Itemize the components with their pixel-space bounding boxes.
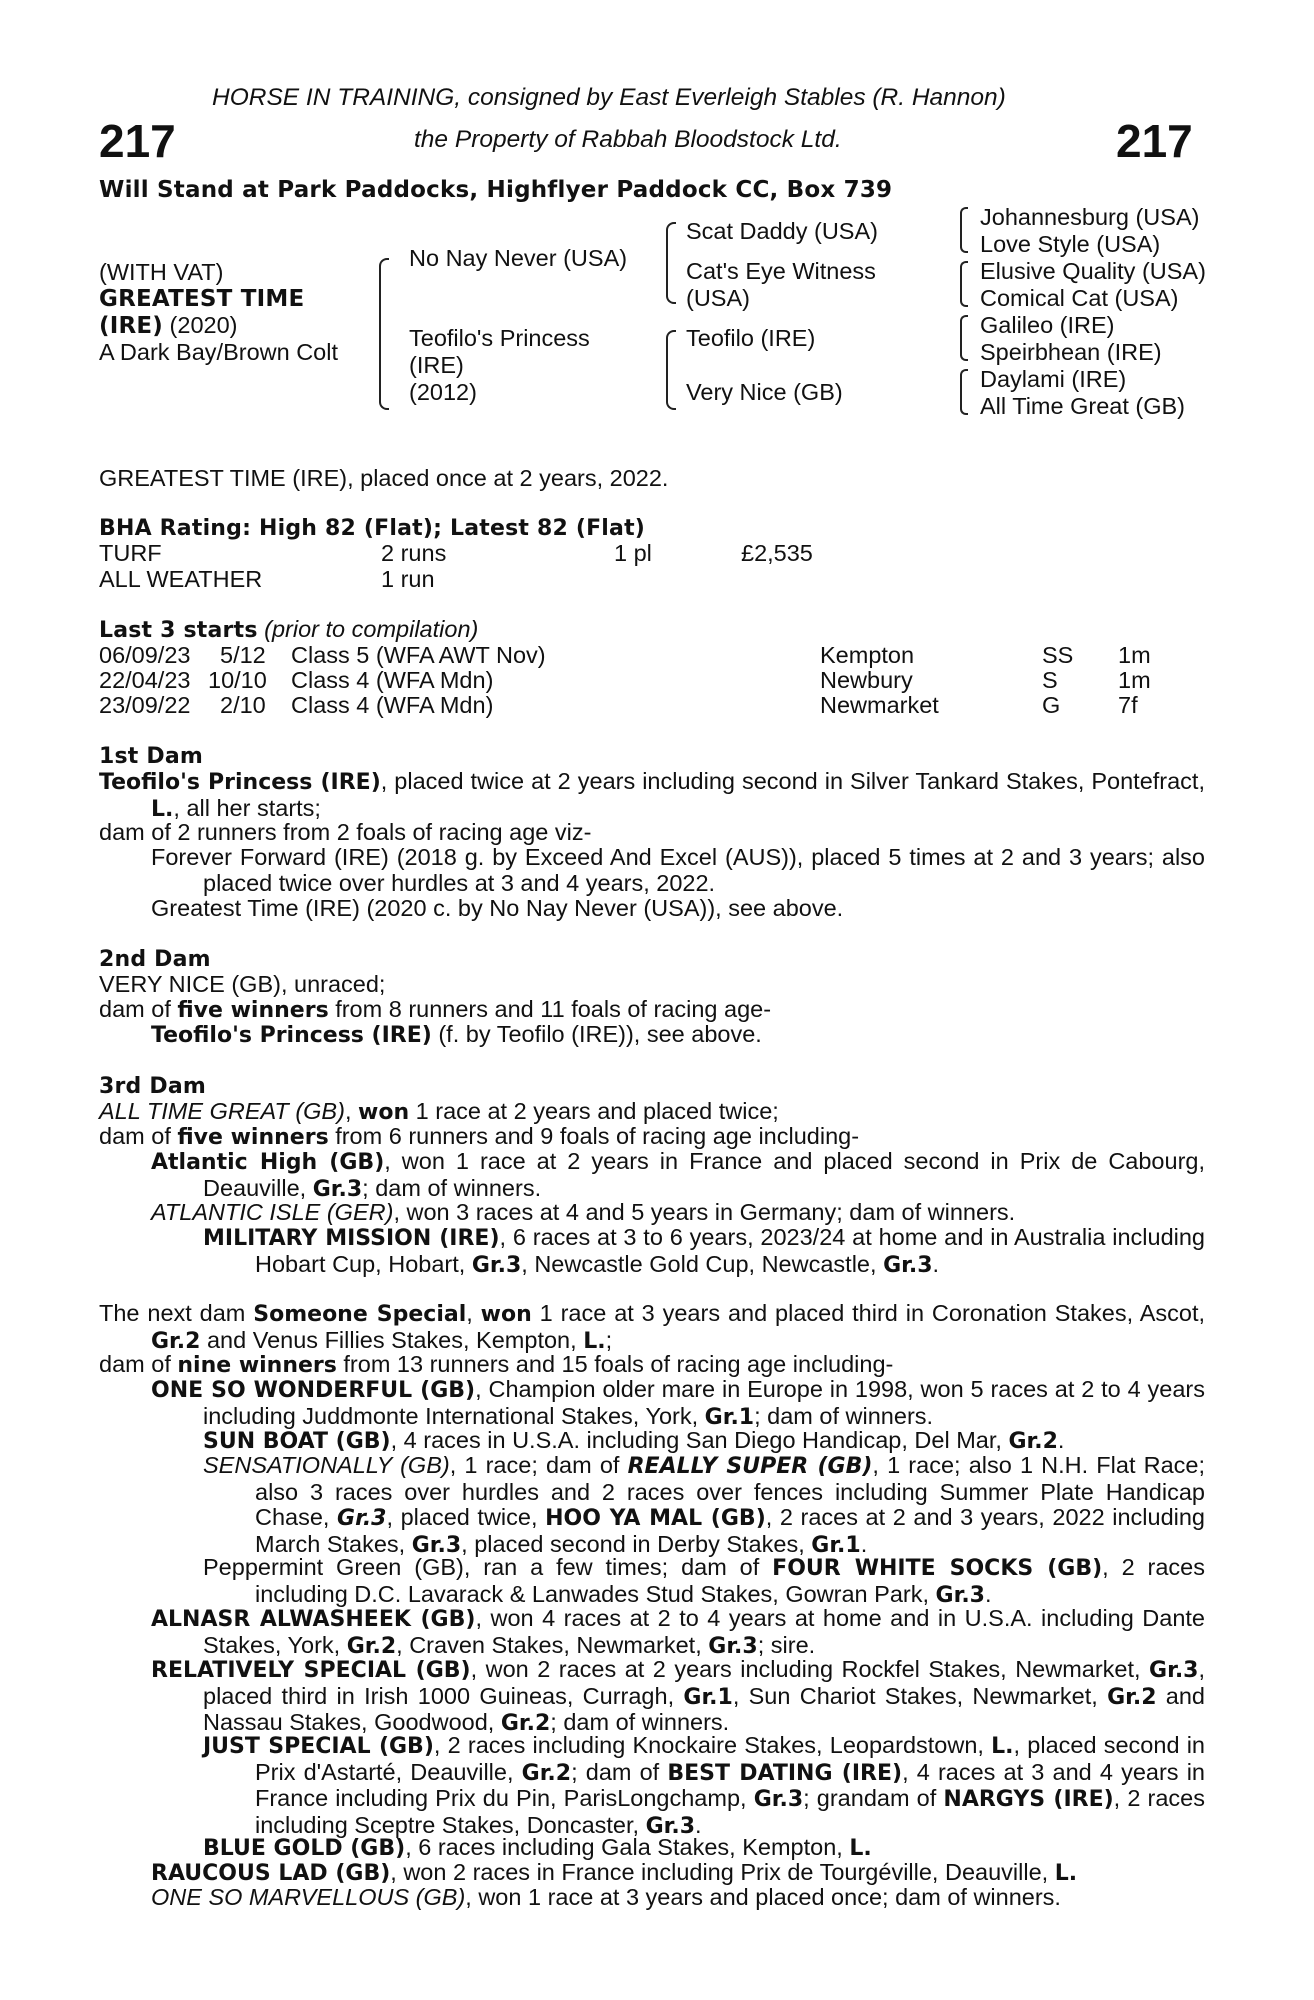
- winners-count: five winners: [177, 998, 329, 1023]
- lot-number-right: 217: [1116, 115, 1193, 167]
- starts-title: Last 3 starts: [99, 618, 258, 643]
- group-marker: Gr.3: [753, 1787, 804, 1812]
- progeny-text: , 2 races including Knockaire Stakes, Leopardstown,: [433, 1732, 992, 1758]
- dam-dam: Very Nice (GB): [686, 379, 843, 405]
- won-marker: won: [480, 1302, 532, 1327]
- dam-line2: (IRE): [409, 352, 464, 378]
- group-marker: Gr.2: [1107, 1684, 1157, 1710]
- winners-count: nine winners: [177, 1353, 337, 1378]
- listed-marker: L.: [849, 1836, 872, 1861]
- horse-description: A Dark Bay/Brown Colt: [99, 339, 339, 365]
- nextdam-progeny-2: [151, 1606, 1205, 1659]
- progeny-text: , Newcastle Gold Cup, Newcastle,: [521, 1250, 884, 1277]
- horse-name-line2: [99, 313, 237, 340]
- rating-runs: 2 runs: [381, 540, 447, 566]
- dam3-produce: [99, 1124, 1205, 1151]
- progeny-name: ONE SO MARVELLOUS (GB): [151, 1884, 466, 1910]
- progeny-text: , 6 races including Gala Stakes, Kempton,: [405, 1834, 850, 1860]
- nextdam-grandprogeny-2: [203, 1453, 1205, 1558]
- dam1-progeny-1: Forever Forward (IRE) (2018 g. by Exceed And Excel (AUS)), placed 5 times at 2 and 3 years; also placed twice over hurdles at 3 and 4 years, 2022.: [151, 844, 1205, 896]
- progeny-text: , 1 race; also 1 N.H. Flat Race; also 3 races over hurdles and 2 races over fences including Summer Plate Handicap Chase,: [255, 1452, 1205, 1530]
- progeny-text: ; dam of winners.: [550, 1709, 730, 1735]
- grandparent-5: Galileo (IRE): [980, 312, 1115, 338]
- horse-year: (2020): [163, 312, 238, 338]
- nextdam-text: The next dam: [99, 1300, 254, 1326]
- stand-line: Will Stand at Park Paddocks, Highflyer Paddock CC, Box 739: [99, 177, 893, 203]
- rating-prize: £2,535: [741, 540, 813, 566]
- group-marker: Gr.1: [704, 1404, 755, 1430]
- progeny-name: ONE SO WONDERFUL (GB): [151, 1378, 476, 1403]
- progeny-text: , 6 races at 3 to 6 years, 2023/24 at home and in Australia including Hobart Cup, Hobart,: [255, 1224, 1206, 1277]
- group-marker: Gr.3: [645, 1813, 696, 1839]
- nextdam-grandprogeny-3: [203, 1555, 1205, 1608]
- start-going: G: [1042, 692, 1061, 718]
- group-marker: Gr.2: [151, 1328, 201, 1354]
- progeny-name: ATLANTIC ISLE (GER): [151, 1199, 394, 1225]
- listed-marker: L.: [991, 1734, 1014, 1759]
- group-marker: Gr.2: [500, 1711, 551, 1736]
- start-going: S: [1042, 667, 1058, 693]
- progeny-name: Atlantic High (GB): [151, 1150, 385, 1175]
- progeny-name: REALLY SUPER (GB): [627, 1454, 873, 1479]
- progeny-text: .: [695, 1811, 702, 1838]
- listed-marker: L.: [151, 796, 174, 822]
- nextdam-produce: [99, 1352, 1205, 1379]
- group-marker: Gr.3: [411, 1532, 462, 1558]
- sire-dam-line1: Cat's Eye Witness: [686, 258, 876, 284]
- start-position: 2/10: [220, 692, 266, 718]
- group-marker: Gr.3: [708, 1633, 758, 1659]
- group-marker: Gr.3: [312, 1176, 363, 1202]
- start-course: Newbury: [820, 667, 913, 693]
- start-position: 5/12: [220, 642, 266, 668]
- brace-gp1: [960, 207, 968, 253]
- dam2-progeny-1: [151, 1022, 1205, 1049]
- dam3-progeny-1: [151, 1149, 1205, 1202]
- progeny-name: ALNASR ALWASHEEK (GB): [151, 1607, 476, 1632]
- dam1-name: Teofilo's Princess (IRE): [99, 770, 381, 795]
- dam1-text: , all her starts;: [173, 794, 321, 821]
- group-marker: Gr.3: [1149, 1658, 1199, 1683]
- progeny-text: , Champion older mare in Europe in 1998, won 5 races at 2 to 4 years including Juddmonte International Stakes, York,: [203, 1376, 1205, 1429]
- dam2-text: from 8 runners and 11 foals of racing age-: [328, 996, 772, 1022]
- nextdam-grandprogeny-1: [203, 1428, 1205, 1455]
- progeny-text: , won 1 race at 3 years and placed once; dam of winners.: [465, 1884, 1061, 1910]
- progeny-text: ; dam of winners.: [362, 1174, 542, 1201]
- progeny-text: , placed second in Prix d'Astarté, Deauville,: [255, 1732, 1206, 1785]
- progeny-name: SUN BOAT (GB): [203, 1429, 391, 1454]
- dam3-text: ,: [344, 1098, 358, 1124]
- brace-dam-parents: [666, 330, 676, 410]
- start-course: Kempton: [820, 642, 915, 668]
- nextdam-text: from 13 runners and 15 foals of racing age including-: [336, 1351, 894, 1377]
- winners-count: five winners: [177, 1125, 329, 1150]
- nextdam-name: Someone Special: [253, 1302, 467, 1327]
- progeny-name: BEST DATING (IRE): [667, 1760, 903, 1786]
- nextdam-record: [99, 1301, 1205, 1354]
- start-going: SS: [1042, 642, 1074, 668]
- group-marker: Gr.3: [471, 1252, 522, 1278]
- progeny-name: SENSATIONALLY (GB): [203, 1452, 450, 1478]
- progeny-text: .: [984, 1580, 992, 1607]
- rating-surface: ALL WEATHER: [99, 566, 263, 592]
- grandparent-2: Love Style (USA): [980, 231, 1161, 257]
- progeny-text: , 4 races at 3 and 4 years in France including Prix du Pin, ParisLongchamp,: [255, 1758, 1205, 1811]
- progeny-text: , 2 races including D.C. Lavarack & Lanwades Stud Stakes, Gowran Park,: [255, 1554, 1206, 1607]
- progeny-text: ; dam of: [571, 1758, 668, 1785]
- race-summary: GREATEST TIME (IRE), placed once at 2 years, 2022.: [99, 465, 669, 491]
- nextdam-grandprogeny-5: [203, 1835, 1205, 1862]
- start-race: Class 5 (WFA AWT Nov): [291, 642, 546, 668]
- dam2-produce: [99, 997, 1205, 1024]
- sire: No Nay Never (USA): [409, 245, 628, 271]
- nextdam-progeny-1: [151, 1377, 1205, 1430]
- listed-marker: L.: [1054, 1861, 1078, 1886]
- progeny-text: , 2 races including Sceptre Stakes, Doncaster,: [255, 1785, 1206, 1838]
- rating-runs: 1 run: [381, 566, 435, 592]
- dam-line3: (2012): [409, 379, 477, 405]
- progeny-text: Peppermint Green (GB), ran a few times; dam of: [203, 1554, 773, 1580]
- progeny-text: ; grandam of: [803, 1785, 944, 1811]
- brace-parents: [379, 258, 389, 410]
- group-marker: Gr.1: [811, 1532, 861, 1558]
- horse-country: (IRE): [99, 313, 164, 339]
- nextdam-grandprogeny-4: [203, 1733, 1205, 1839]
- progeny-name: JUST SPECIAL (GB): [203, 1734, 434, 1759]
- grandparent-3: Elusive Quality (USA): [980, 258, 1206, 284]
- vat-label: (WITH VAT): [99, 259, 224, 285]
- lot-number-left: 217: [99, 115, 176, 167]
- progeny-text: , Sun Chariot Stakes, Newmarket,: [732, 1682, 1108, 1709]
- group-marker: Gr.3: [337, 1506, 387, 1531]
- group-marker: Gr.2: [346, 1633, 397, 1659]
- group-marker: Gr.2: [1008, 1429, 1058, 1454]
- consignor-line: HORSE IN TRAINING, consigned by East Everleigh Stables (R. Hannon): [212, 84, 1006, 111]
- progeny-text: , 4 races in U.S.A. including San Diego Handicap, Del Mar,: [390, 1427, 1009, 1453]
- progeny-text: .: [860, 1530, 868, 1557]
- rating-surface: TURF: [99, 540, 162, 566]
- progeny-name: FOUR WHITE SOCKS (GB): [772, 1556, 1103, 1581]
- start-course: Newmarket: [820, 692, 939, 718]
- dam-line1: Teofilo's Princess: [409, 325, 590, 351]
- progeny-name: HOO YA MAL (GB): [545, 1506, 766, 1531]
- start-distance: 7f: [1118, 692, 1138, 718]
- progeny-text: , placed twice,: [386, 1504, 546, 1530]
- progeny-text: , won 3 races at 4 and 5 years in Germany; dam of winners.: [393, 1199, 1016, 1225]
- start-position: 10/10: [208, 667, 267, 693]
- progeny-text: .: [932, 1250, 940, 1277]
- progeny-name: Teofilo's Princess (IRE): [151, 1023, 432, 1048]
- sire-sire: Scat Daddy (USA): [686, 218, 878, 244]
- brace-gp2: [960, 261, 968, 307]
- dam1-record: [99, 769, 1205, 822]
- brace-gp4: [960, 369, 968, 415]
- progeny-text: ; dam of winners.: [754, 1402, 934, 1429]
- group-marker: Gr.1: [683, 1684, 733, 1710]
- rating-title: BHA Rating: High 82 (Flat); Latest 82 (Flat): [99, 516, 646, 541]
- progeny-name: MILITARY MISSION (IRE): [203, 1226, 500, 1251]
- progeny-text: , placed third in Irish 1000 Guineas, Curragh,: [203, 1656, 1206, 1709]
- dam3-grandprogeny-1: [203, 1225, 1205, 1278]
- progeny-name: RELATIVELY SPECIAL (GB): [151, 1658, 471, 1683]
- progeny-name: NARGYS (IRE): [943, 1787, 1114, 1812]
- nextdam-progeny-4: [151, 1860, 1205, 1887]
- dam3-name: ALL TIME GREAT (GB): [99, 1098, 345, 1124]
- grandparent-8: All Time Great (GB): [980, 393, 1186, 419]
- horse-name: GREATEST TIME: [99, 286, 305, 312]
- progeny-text: (f. by Teofilo (IRE)), see above.: [431, 1021, 762, 1047]
- dam3-progeny-2: [151, 1200, 1205, 1226]
- grandparent-7: Daylami (IRE): [980, 366, 1127, 392]
- start-date: 06/09/23: [99, 642, 191, 668]
- progeny-text: , placed second in Derby Stakes,: [461, 1530, 812, 1557]
- starts-note: (prior to compilation): [257, 616, 479, 642]
- listed-marker: L.: [583, 1328, 606, 1354]
- start-date: 23/09/22: [99, 692, 191, 718]
- progeny-text: , won 1 race at 2 years in France and placed second in Prix de Cabourg, Deauville,: [203, 1148, 1206, 1201]
- group-marker: Gr.3: [935, 1582, 985, 1608]
- sire-dam-line2: (USA): [686, 285, 750, 311]
- dam1-text: , placed twice at 2 years including second in Silver Tankard Stakes, Pontefract,: [380, 768, 1205, 794]
- brace-gp3: [960, 315, 968, 361]
- dam1-progeny-2: Greatest Time (IRE) (2020 c. by No Nay Never (USA)), see above.: [151, 895, 844, 921]
- dam2-record: VERY NICE (GB), unraced;: [99, 971, 386, 997]
- nextdam-text: 1 race at 3 years and placed third in Coronation Stakes, Ascot,: [531, 1300, 1205, 1326]
- start-distance: 1m: [1118, 642, 1151, 668]
- progeny-text: , 1 race; dam of: [449, 1452, 628, 1478]
- progeny-text: , won 2 races at 2 years including Rockfel Stakes, Newmarket,: [470, 1656, 1150, 1682]
- grandparent-1: Johannesburg (USA): [980, 204, 1200, 230]
- nextdam-text: ;: [605, 1326, 613, 1353]
- starts-title-row: [99, 617, 478, 643]
- nextdam-text: ,: [466, 1300, 481, 1326]
- grandparent-6: Speirbhean (IRE): [980, 339, 1162, 365]
- nextdam-text: dam of: [99, 1351, 178, 1377]
- grandparent-4: Comical Cat (USA): [980, 285, 1179, 311]
- progeny-text: , won 2 races in France including Prix de Tourgéville, Deauville,: [390, 1859, 1055, 1885]
- progeny-text: , 2 races at 2 and 3 years, 2022 including March Stakes,: [255, 1504, 1205, 1557]
- group-marker: Gr.3: [883, 1252, 933, 1278]
- progeny-text: .: [1057, 1427, 1065, 1453]
- progeny-name: BLUE GOLD (GB): [203, 1836, 406, 1861]
- dam3-heading: 3rd Dam: [99, 1074, 206, 1099]
- dam1-produce: dam of 2 runners from 2 foals of racing age viz-: [99, 819, 592, 845]
- start-date: 22/04/23: [99, 667, 191, 693]
- property-line: the Property of Rabbah Bloodstock Ltd.: [414, 126, 842, 153]
- dam3-text: 1 race at 2 years and placed twice;: [409, 1098, 779, 1124]
- nextdam-text: and Venus Fillies Stakes, Kempton,: [200, 1326, 584, 1353]
- progeny-text: and Nassau Stakes, Goodwood,: [203, 1682, 1205, 1735]
- brace-sire-parents: [666, 222, 676, 304]
- dam3-text: dam of: [99, 1123, 178, 1149]
- dam2-text: dam of: [99, 996, 178, 1022]
- rating-placings: 1 pl: [614, 540, 652, 566]
- group-marker: Gr.2: [521, 1760, 572, 1786]
- dam3-text: from 6 runners and 9 foals of racing age including-: [328, 1123, 860, 1149]
- nextdam-progeny-5: [151, 1885, 1205, 1911]
- dam2-heading: 2nd Dam: [99, 947, 211, 972]
- progeny-name: RAUCOUS LAD (GB): [151, 1861, 391, 1886]
- dam-sire: Teofilo (IRE): [686, 325, 816, 351]
- start-race: Class 4 (WFA Mdn): [291, 667, 494, 693]
- dam1-heading: 1st Dam: [99, 744, 204, 769]
- start-race: Class 4 (WFA Mdn): [291, 692, 494, 718]
- start-distance: 1m: [1118, 667, 1151, 693]
- progeny-text: , Craven Stakes, Newmarket,: [396, 1631, 709, 1658]
- nextdam-progeny-3: [151, 1657, 1205, 1737]
- dam3-record: [99, 1099, 1205, 1126]
- progeny-text: , won 4 races at 2 to 4 years at home and in U.S.A. including Dante Stakes, York,: [203, 1605, 1206, 1658]
- won-marker: won: [358, 1100, 410, 1125]
- progeny-text: ; sire.: [757, 1631, 816, 1658]
